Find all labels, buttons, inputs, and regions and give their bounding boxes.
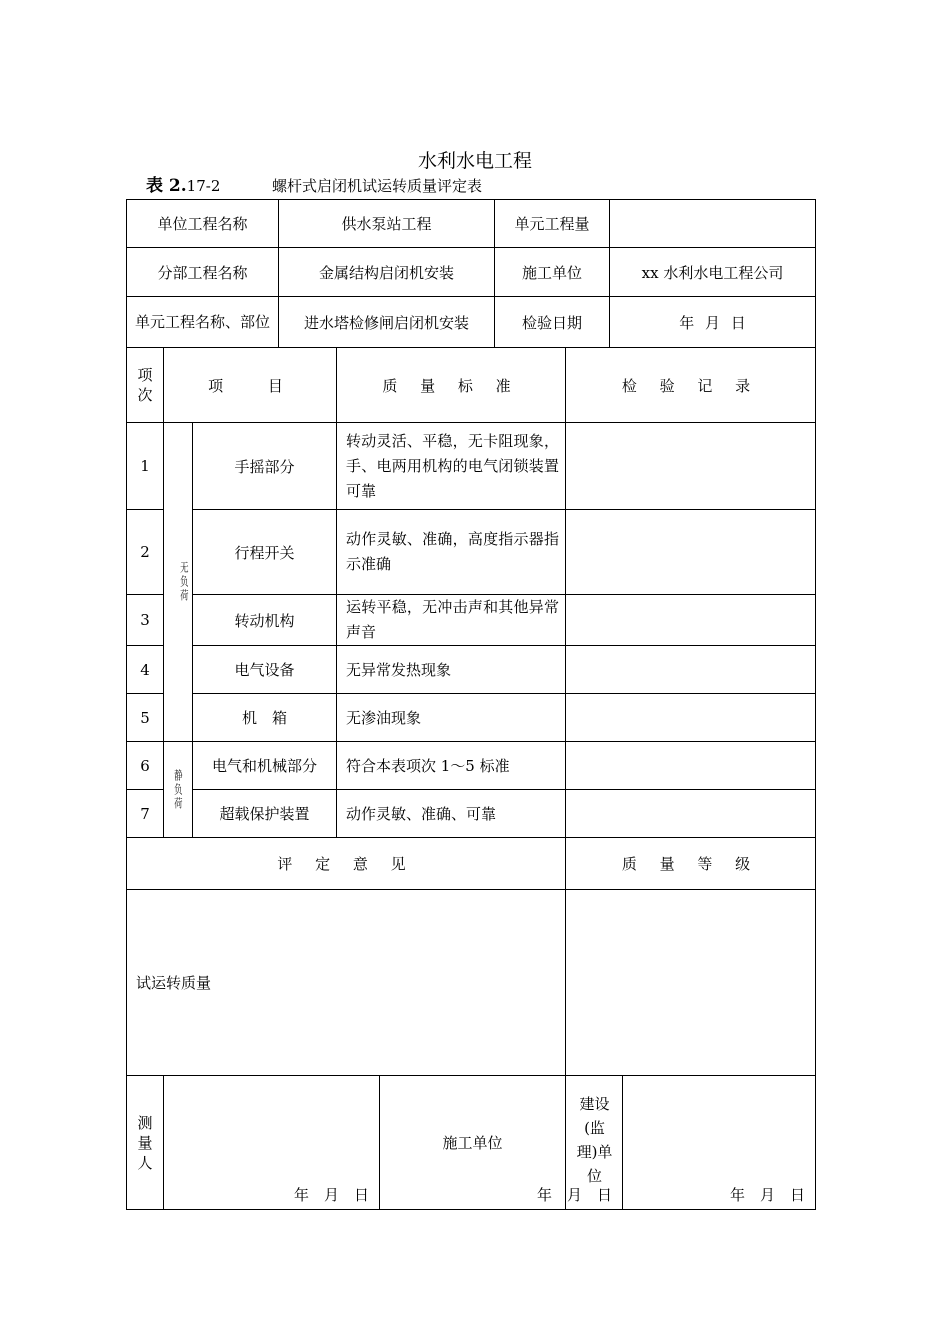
row-record — [566, 646, 816, 694]
surveyor-label: 测量人 — [127, 1076, 164, 1210]
row-record — [566, 742, 816, 790]
table-row — [127, 646, 816, 694]
supervisor-date: 年 月 日 — [729, 1186, 805, 1204]
table-number-bold: 2. — [168, 176, 187, 196]
group-load-label: 静负荷 — [173, 768, 183, 811]
row-standard: 运转平稳，无冲击声和其他异常声音 — [337, 595, 566, 646]
element-quantity-value — [610, 200, 816, 248]
row-no: 6 — [127, 742, 164, 790]
column-header-row — [127, 348, 816, 423]
main-table — [126, 347, 816, 1210]
row-record — [566, 790, 816, 838]
inspection-date-value: 年 月 日 — [610, 297, 816, 348]
construction-date: 年 月 日 — [536, 1186, 612, 1204]
construction-unit-sign-label: 施工单位 — [380, 1076, 566, 1210]
table-row — [127, 742, 816, 790]
info-row-2 — [127, 248, 816, 297]
row-record — [566, 423, 816, 510]
table-row — [127, 510, 816, 595]
row-item: 手摇部分 — [193, 423, 337, 510]
row-standard: 动作灵敏、准确，高度指示器指示准确 — [337, 510, 566, 595]
row-standard: 转动灵活、平稳，无卡阻现象，手、电两用机构的电气闭锁装置可靠 — [337, 423, 566, 510]
page-title: 水利水电工程 — [417, 150, 532, 172]
form-title-line — [146, 175, 483, 197]
row-standard: 无异常发热现象 — [337, 646, 566, 694]
info-row-1 — [127, 200, 816, 248]
construction-unit-value: xx 水利水电工程公司 — [610, 248, 816, 297]
evaluation-header-row — [127, 838, 816, 890]
col-item-header: 项 目 — [164, 348, 337, 423]
table-row — [127, 595, 816, 646]
row-no: 4 — [127, 646, 164, 694]
row-no: 2 — [127, 510, 164, 595]
row-standard: 符合本表项次 1～5 标准 — [337, 742, 566, 790]
signature-row — [127, 1076, 816, 1210]
unit-project-label: 单位工程名称 — [127, 200, 279, 248]
evaluation-body-row — [127, 890, 816, 1076]
table-prefix: 表 — [146, 176, 169, 196]
info-table — [126, 199, 816, 348]
row-no: 5 — [127, 694, 164, 742]
row-no: 7 — [127, 790, 164, 838]
surveyor-date: 年 月 日 — [293, 1186, 369, 1204]
evaluation-opinion-text: 试运转质量 — [127, 890, 566, 1076]
sub-project-value: 金属结构启闭机安装 — [279, 248, 495, 297]
row-item: 电气设备 — [193, 646, 337, 694]
row-record — [566, 694, 816, 742]
col-record-header: 检 验 记 录 — [566, 348, 816, 423]
sub-project-label: 分部工程名称 — [127, 248, 279, 297]
table-row — [127, 423, 816, 510]
construction-unit-label: 施工单位 — [495, 248, 610, 297]
group-no-load — [164, 423, 193, 742]
supervisor-label: 建设(监理)单位 — [576, 1095, 613, 1185]
supervisor-cell-divider — [622, 1075, 623, 1209]
inspection-date-label: 检验日期 — [495, 297, 610, 348]
element-name-label: 单元工程名称、部位 — [127, 297, 279, 348]
supervisor-signature — [576, 1076, 816, 1210]
element-quantity-label: 单元工程量 — [495, 200, 610, 248]
row-item: 机 箱 — [193, 694, 337, 742]
table-row — [127, 694, 816, 742]
col-index-header: 项次 — [127, 348, 164, 423]
table-row — [127, 790, 816, 838]
row-record — [566, 595, 816, 646]
row-item: 行程开关 — [193, 510, 337, 595]
surveyor-signature — [164, 1076, 380, 1210]
group-no-load-label: 无负荷 — [179, 561, 189, 603]
row-no: 3 — [127, 595, 164, 646]
info-row-3 — [127, 297, 816, 348]
row-no: 1 — [127, 423, 164, 510]
group-load — [164, 742, 193, 838]
col-standard-header: 质 量 标 准 — [337, 348, 566, 423]
table-number-rest: 17-2 — [186, 177, 221, 195]
row-standard: 无渗油现象 — [337, 694, 566, 742]
evaluation-opinion-label: 评 定 意 见 — [127, 838, 566, 890]
unit-project-value: 供水泵站工程 — [279, 200, 495, 248]
row-item: 超载保护装置 — [193, 790, 337, 838]
row-item: 转动机构 — [193, 595, 337, 646]
quality-grade-value — [566, 890, 816, 1076]
quality-grade-label: 质 量 等 级 — [566, 838, 816, 890]
row-standard: 动作灵敏、准确、可靠 — [337, 790, 566, 838]
row-item: 电气和机械部分 — [193, 742, 337, 790]
form-name: 螺杆式启闭机试运转质量评定表 — [272, 177, 483, 195]
row-record — [566, 510, 816, 595]
element-name-value: 进水塔检修闸启闭机安装 — [279, 297, 495, 348]
